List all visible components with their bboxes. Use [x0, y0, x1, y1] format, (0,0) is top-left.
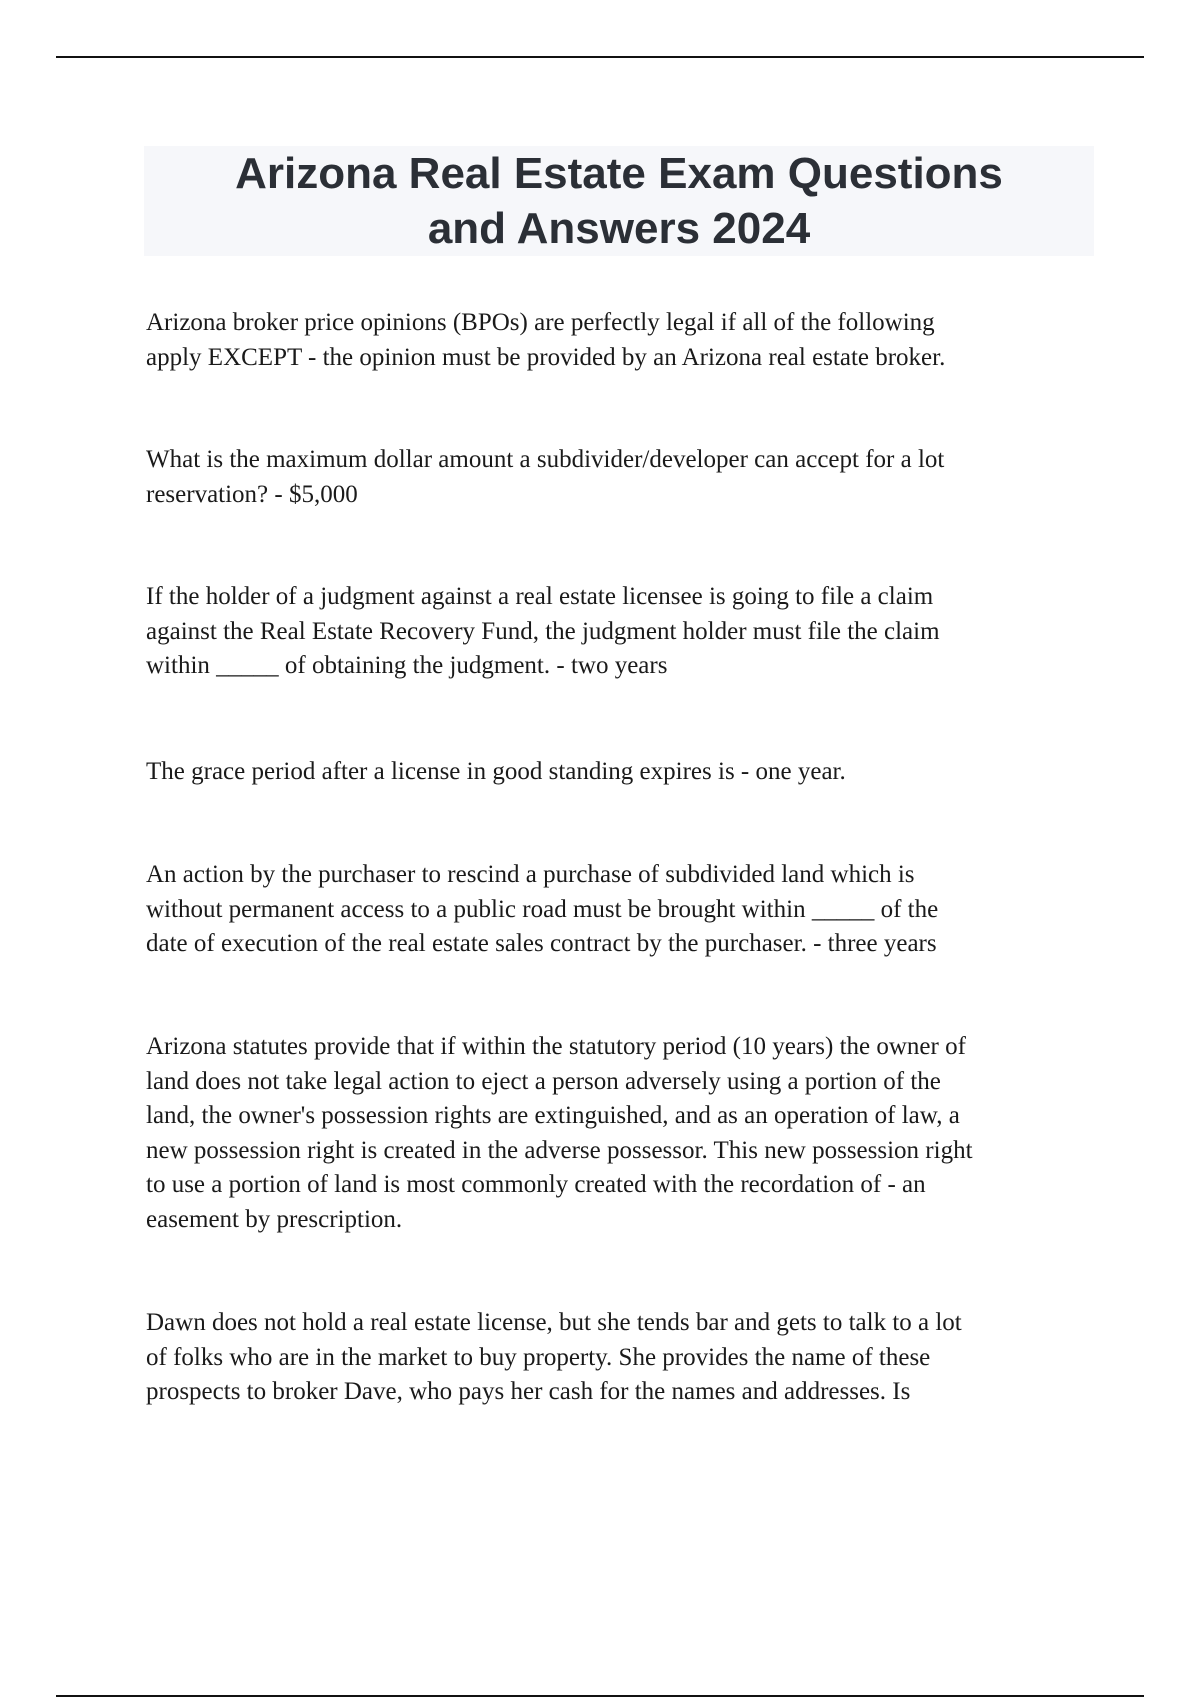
text-line: Arizona statutes provide that if within the statutory period (10 years) the owner of	[146, 1033, 966, 1060]
text-line: An action by the purchaser to rescind a purchase of subdivided land which is	[146, 861, 915, 888]
question-answer-2	[146, 443, 1106, 512]
question-answer-3	[146, 580, 1106, 684]
text-line: date of execution of the real estate sales contract by the purchaser. - three years	[146, 930, 937, 957]
text-line: If the holder of a judgment against a real estate licensee is going to file a claim	[146, 583, 934, 610]
top-rule	[56, 56, 1144, 58]
text-line: apply EXCEPT - the opinion must be provided by an Arizona real estate broker.	[146, 343, 946, 371]
text-line: prospects to broker Dave, who pays her cash for the names and addresses. Is	[146, 1378, 911, 1405]
question-answer-7	[146, 1306, 1106, 1410]
text-line: reservation? - $5,000	[146, 480, 358, 508]
question-answer-6	[146, 1030, 1106, 1237]
text-line: against the Real Estate Recovery Fund, the judgment holder must file the claim	[146, 617, 940, 645]
text-line: land, the owner's possession rights are extinguished, and as an operation of law, a	[146, 1102, 960, 1129]
question-answer-4	[146, 755, 1106, 790]
text-line: Arizona broker price opinions (BPOs) are perfectly legal if all of the following	[146, 309, 935, 336]
text-line: within _____ of obtaining the judgment. - two years	[146, 652, 668, 679]
text-line: to use a portion of land is most commonly created with the recordation of - an	[146, 1171, 926, 1198]
question-answer-5	[146, 858, 1106, 962]
text-line: The grace period after a license in good standing expires is - one year.	[146, 758, 846, 785]
title-banner	[144, 146, 1094, 256]
text-line: of folks who are in the market to buy property. She provides the name of these	[146, 1343, 931, 1371]
document-title-line-1: Arizona Real Estate Exam Questions	[235, 149, 1003, 198]
text-line: easement by prescription.	[146, 1205, 403, 1233]
text-line: land does not take legal action to eject a person adversely using a portion of the	[146, 1067, 941, 1095]
text-line: without permanent access to a public road must be brought within _____ of the	[146, 895, 939, 923]
text-line: new possession right is created in the adverse possessor. This new possession right	[146, 1136, 973, 1164]
question-answer-1	[146, 306, 1106, 375]
bottom-rule	[56, 1695, 1144, 1697]
text-line: Dawn does not hold a real estate license, but she tends bar and gets to talk to a lot	[146, 1309, 962, 1336]
document-title-line-2: and Answers 2024	[427, 204, 811, 253]
text-line: What is the maximum dollar amount a subdivider/developer can accept for a lot	[146, 446, 945, 473]
